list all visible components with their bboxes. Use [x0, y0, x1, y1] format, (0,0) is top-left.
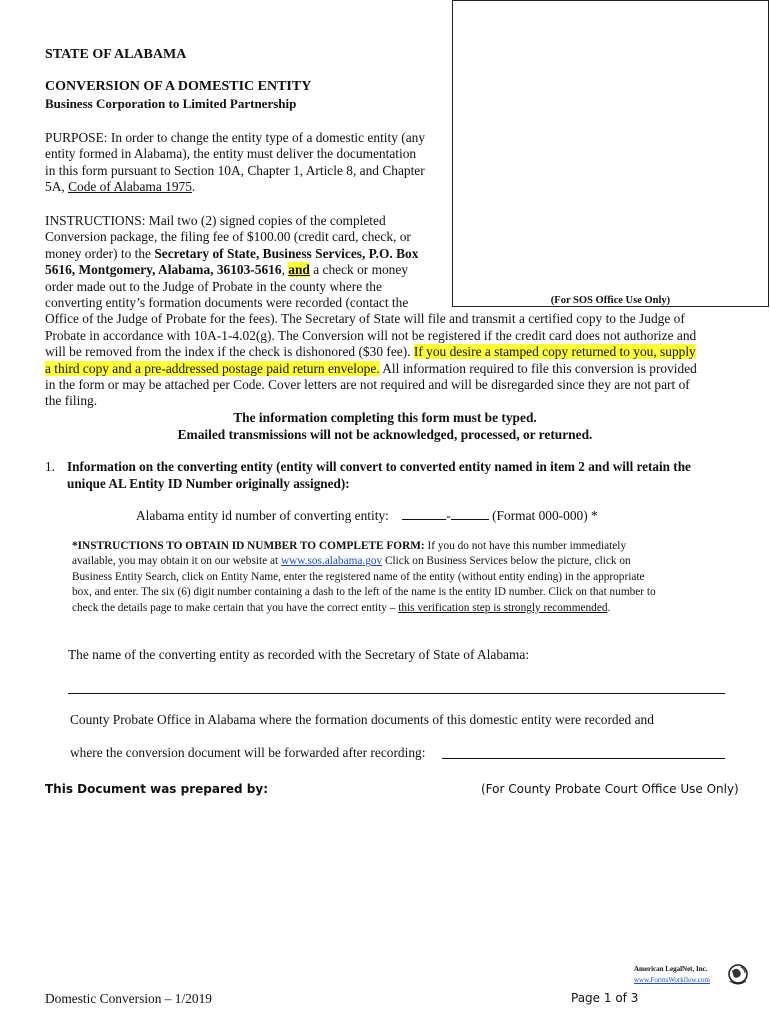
instructions-paragraph	[45, 213, 765, 410]
id-instructions-line: Business Entity Search, click on Entity Name, enter the registered name of the entity (without entity ending) in the appropriate	[72, 570, 645, 583]
purpose-paragraph	[45, 130, 443, 196]
instructions-line: a third copy and a pre-addressed postage paid return envelope. All information required to file this conversion is provided	[45, 360, 697, 376]
entity-id-format: (Format 000-000) *	[492, 508, 598, 523]
id-instructions	[72, 539, 742, 616]
sos-address-bold: 5616, Montgomery, Alabama, 36103-5616	[45, 262, 282, 278]
instructions-line: Office of the Judge of Probate for the fees). The Secretary of State will file and transmit a certified copy to the Judge of	[45, 311, 685, 327]
footer-form-id: Domestic Conversion – 1/2019	[45, 991, 212, 1006]
id-instructions-line: box, and enter. The six (6) digit number containing a dash to the left of the name is the entity ID number. Click on that number to	[72, 586, 656, 599]
logo-name: American LegalNet, Inc.	[634, 965, 708, 973]
logo-url: www.FormsWorkflow.com	[634, 976, 710, 984]
globe-icon	[727, 961, 749, 987]
american-legalnet-logo	[630, 960, 750, 990]
and-highlight: and	[288, 262, 310, 278]
code-of-alabama-ref: Code of Alabama 1975	[68, 179, 192, 195]
id-instructions-line: *INSTRUCTIONS TO OBTAIN ID NUMBER TO COMPLETE FORM: If you do not have this number immediately	[72, 540, 627, 552]
sos-address-bold: Secretary of State, Business Services, P.O. Box	[154, 245, 419, 261]
purpose-line: entity formed in Alabama), the entity must deliver the documentation	[45, 146, 417, 162]
instructions-line: Conversion package, the filing fee of $100.00 (credit card, check, or	[45, 229, 411, 245]
instructions-line: order made out to the Judge of Probate in the county where the	[45, 278, 382, 294]
entity-name-label: The name of the converting entity as recorded with the Secretary of State of Alabama:	[68, 647, 530, 662]
county-label-line2: where the conversion document will be forwarded after recording:	[70, 745, 426, 760]
probate-office-use-label: (For County Probate Court Office Use Only)	[481, 782, 739, 796]
typed-notice-line: Emailed transmissions will not be acknowledged, processed, or returned.	[177, 427, 593, 442]
typed-notice-line: The information completing this form must be typed.	[233, 410, 537, 425]
purpose-line: PURPOSE: In order to change the entity type of a domestic entity (any	[45, 130, 426, 145]
id-instructions-line: check the details page to make certain that you have the correct entity – this verification step is strongly recommended.	[72, 601, 611, 614]
entity-id-dash: -	[446, 508, 451, 523]
instructions-line: Probate in accordance with 10A-1-4.02(g). The Conversion will not be registered if the credit card does not authorize and	[45, 327, 697, 343]
entity-id-field-part2[interactable]	[451, 507, 489, 520]
item-1-line: Information on the converting entity (entity will convert to converted entity named in item 2 and will retain the	[67, 459, 691, 474]
purpose-line: 5A, Code of Alabama 1975.	[45, 179, 196, 195]
form-subtitle: Business Corporation to Limited Partnership	[45, 96, 297, 111]
id-instructions-line: available, you may obtain it on our website at www.sos.alabama.gov Click on Business Services below the picture, click on	[72, 555, 631, 568]
purpose-line: in this form pursuant to Section 10A, Chapter 1, Article 8, and Chapter	[45, 162, 425, 178]
entity-id-row	[136, 507, 598, 524]
entity-name-field[interactable]	[68, 693, 725, 694]
state-heading: STATE OF ALABAMA	[45, 47, 187, 62]
instructions-line: will be removed from the index if the check is dishonored ($30 fee). If you desire a stamped copy returned to you, supply	[45, 344, 696, 360]
form-title: CONVERSION OF A DOMESTIC ENTITY	[45, 79, 312, 94]
instructions-line: 5616, Montgomery, Alabama, 36103-5616, and a check or money	[45, 262, 409, 278]
footer-page-number: Page 1 of 3	[571, 991, 639, 1005]
instructions-line: the filing.	[45, 393, 98, 409]
sos-website-link[interactable]: www.sos.alabama.gov	[280, 555, 383, 568]
instructions-line: in the form or may be attached per Code. Cover letters are not required and will be disregarded since they are not part of	[45, 377, 690, 393]
instructions-line: converting entity’s formation documents were recorded (contact the	[45, 295, 409, 311]
stamped-copy-highlight: If you desire a stamped copy returned to you, supply	[413, 344, 696, 360]
instructions-line: money order) to the Secretary of State, Business Services, P.O. Box	[45, 245, 419, 261]
instructions-line: INSTRUCTIONS: Mail two (2) signed copies of the completed	[45, 213, 386, 228]
county-label-line1: County Probate Office in Alabama where the formation documents of this domestic entity were recorded and	[70, 712, 654, 727]
entity-id-field-part1[interactable]	[402, 507, 446, 520]
county-field[interactable]	[442, 758, 725, 759]
item-number: 1.	[45, 459, 55, 474]
verification-note: this verification step is strongly recommended	[398, 601, 608, 614]
stamped-copy-highlight: a third copy and a pre-addressed postage paid return envelope.	[45, 360, 380, 376]
entity-id-label: Alabama entity id number of converting entity:	[136, 508, 389, 523]
prepared-by-label: This Document was prepared by:	[45, 782, 268, 796]
typed-notice	[0, 409, 770, 443]
sos-office-use-label: (For SOS Office Use Only)	[550, 295, 671, 306]
item-1-line: unique AL Entity ID Number originally assigned):	[67, 476, 350, 491]
